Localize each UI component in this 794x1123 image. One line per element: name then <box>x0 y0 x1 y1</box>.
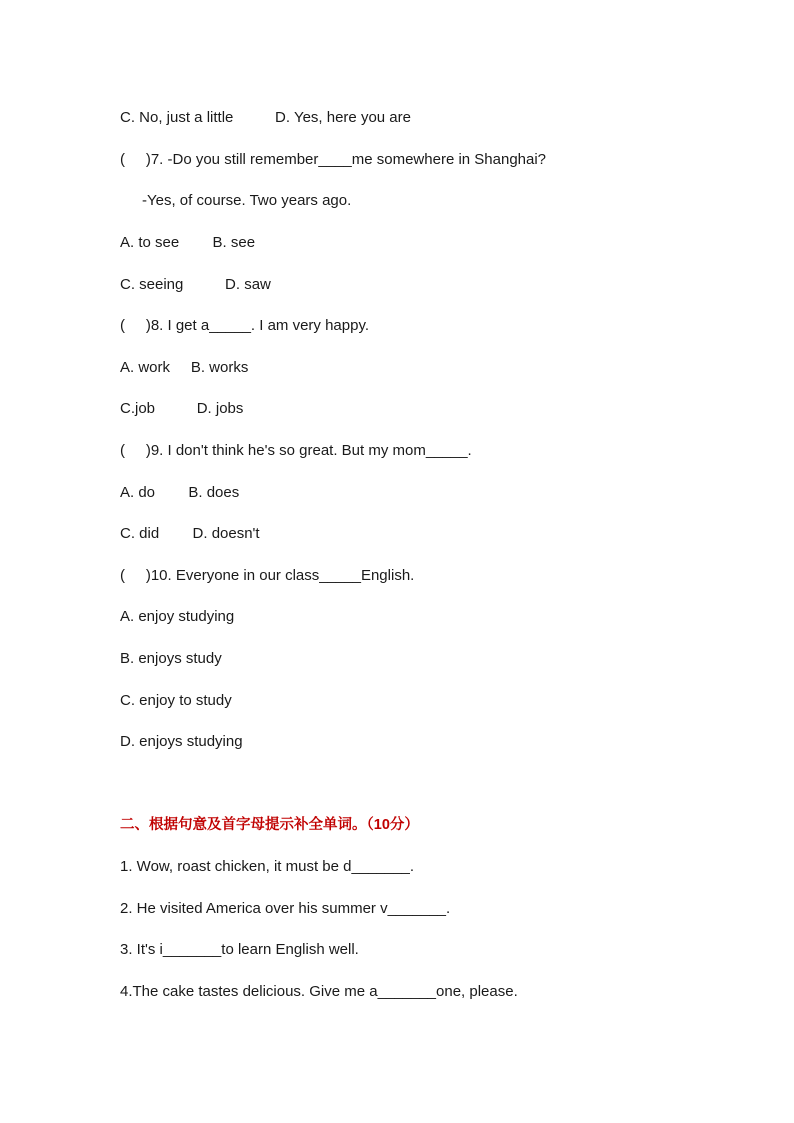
fill-item-3: 3. It's i_______to learn English well. <box>120 941 359 958</box>
question-8: ( )8. I get a_____. I am very happy. <box>120 317 370 334</box>
section-title: 二、根据句意及首字母提示补全单词。（10分） <box>120 817 419 833</box>
question-9: ( )9. I don't think he's so great. But my mom_____. <box>120 442 472 459</box>
question-7: ( )7. -Do you still remember____me somewhere in Shanghai? <box>120 151 547 168</box>
fill-item-2: 2. He visited America over his summer v_______. <box>120 900 451 917</box>
option-line-q7-cd: C. seeing D. saw <box>120 276 271 293</box>
option-line-q8-cd: C.job D. jobs <box>120 400 244 417</box>
option-line-q7-ab: A. to see B. see <box>120 234 256 251</box>
option-line-q9-cd: C. did D. doesn't <box>120 525 260 542</box>
option-q10-d: D. enjoys studying <box>120 733 243 750</box>
question-10: ( )10. Everyone in our class_____English. <box>120 567 415 584</box>
question-7-response: -Yes, of course. Two years ago. <box>142 192 352 209</box>
option-line-q9-ab: A. do B. does <box>120 484 240 501</box>
option-q10-a: A. enjoy studying <box>120 608 235 625</box>
option-line-q8-ab: A. work B. works <box>120 359 249 376</box>
option-q10-b: B. enjoys study <box>120 650 222 667</box>
fill-item-4: 4.The cake tastes delicious. Give me a_______one, please. <box>120 983 518 1000</box>
option-line-q6-cd: C. No, just a little D. Yes, here you are <box>120 109 411 126</box>
option-q10-c: C. enjoy to study <box>120 692 232 709</box>
fill-item-1: 1. Wow, roast chicken, it must be d_______. <box>120 858 415 875</box>
